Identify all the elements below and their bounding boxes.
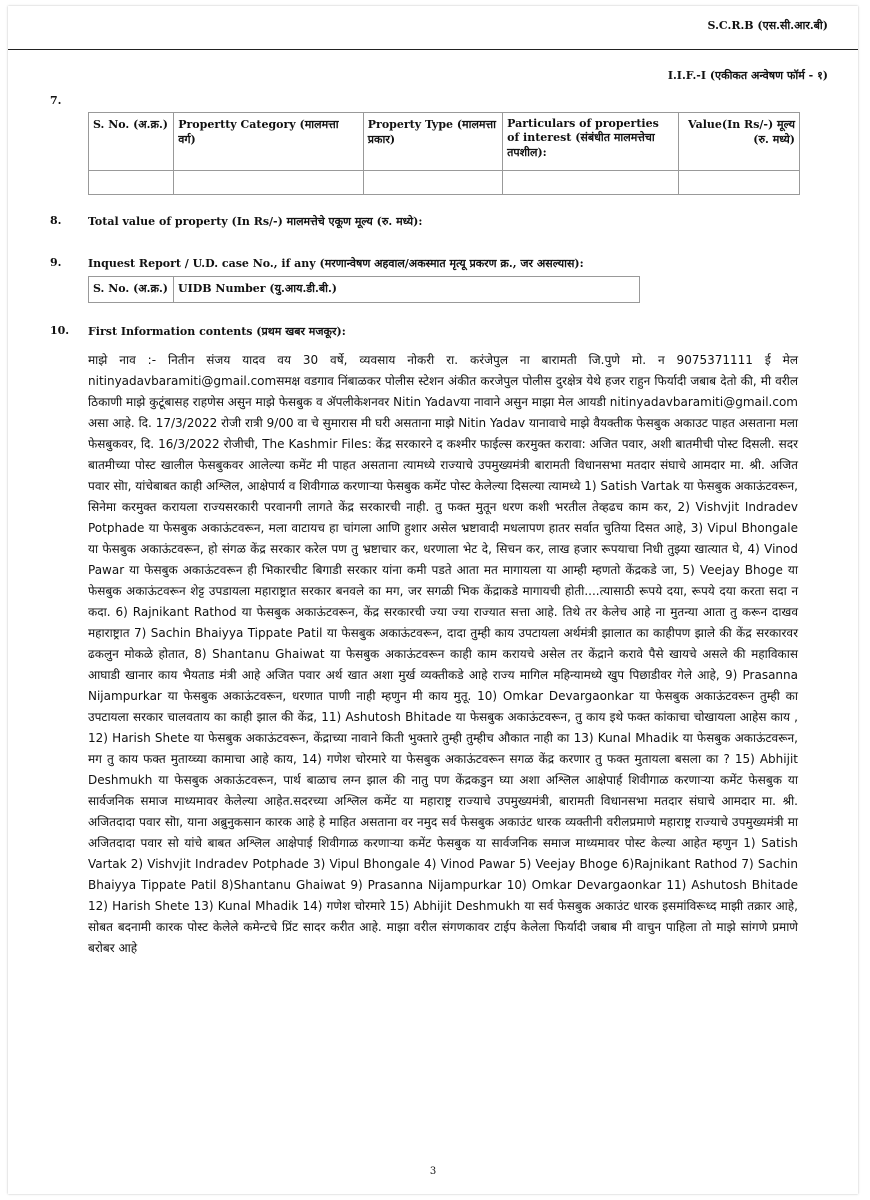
section-10-title: First Information contents (प्रथम खबर मजकूर): (88, 325, 346, 338)
col-sno: S. No. (अ.क्र.) (89, 113, 174, 171)
section-8-number: 8. (50, 214, 62, 227)
section-8-title: Total value of property (In Rs/-) मालमत्तेचे एकूण मूल्य (रु. मध्ये): (88, 215, 423, 228)
section-7-number: 7. (50, 94, 62, 107)
header-rule (8, 49, 858, 50)
section-9-title: Inquest Report / U.D. case No., if any (मरणान्वेषण अहवाल/अकस्मात मृत्यू प्रकरण क्र., जर असल्यास): (88, 257, 584, 270)
col-particulars: Particulars of properties of interest (संबंधीत मालमत्तेचा तपशील): (503, 113, 678, 171)
uidb-table (88, 276, 640, 303)
section-9-number: 9. (50, 256, 62, 269)
col-value: Value(In Rs/-) मूल्य (रु. मध्ये) (678, 113, 799, 171)
table-cell-empty (89, 171, 174, 195)
table-cell-empty (363, 171, 502, 195)
col-property-category: Propertty Category (मालमत्ता वर्ग) (174, 113, 364, 171)
scrb-header: S.C.R.B (एस.सी.आर.बी) (707, 19, 828, 32)
form-title: I.I.F.-I (एकीकत अन्वेषण फॉर्म - १) (667, 69, 828, 82)
col-property-type: Property Type (मालमत्ता प्रकार) (363, 113, 502, 171)
col-sno: S. No. (अ.क्र.) (89, 277, 174, 303)
section-10-number: 10. (50, 324, 70, 337)
table-cell-empty (678, 171, 799, 195)
document-page (8, 6, 858, 1194)
page-number: 3 (429, 1166, 437, 1177)
first-information-body: माझे नाव :- नितीन संजय यादव वय 30 वर्षे, व्यवसाय नोकरी रा. करंजेपुल ना बारामती जि.पुणे मो. न 9075371111 ई मेल nitinyadavbaramiti@gmail.comसमक्ष वडगाव निंबाळकर पोलीस स्टेशन अंकीत करजेपुल पोलीस दुरक्षेत्र येथे हजर राहुन फिर्यादी जबाब देतो की, मी वरील ठिकाणी माझे कुटूंबासह राहणेस असुन माझे फेसबुक व ॲपलीकेशनवर Nitin Yadavया नावाने असुन माझा मेल आयडी nitinyadavbaramiti@gmail.com असा आहे. दि. 17/3/2022 रोजी रात्री 9/00 वा चे सुमारास मी घरी असताना माझे Nitin Yadav यानावाचे माझे वैयक्तीक फेसबुक अकाउट पाहत असताना मला फेसबुकवर, दि. 16/3/2022 रोजीची, The Kashmir Files: केंद्र सरकारने द कश्मीर फाईल्स करमुक्त करावा: अजित पवार, अशी बातमीची पोस्ट दिसली. सदर बातमीच्या पोस्ट खालील फेसबुकवर आलेल्या कमेंट मी पाहत असताना त्यामध्ये राज्याचे उपमुख्यमंत्री बारामती विधानसभा मतदार संघाचे आमदार मा. श्री. अजित पवार सॊा, यांचेबाबत काही अश्लिल, आक्षेपार्य व शिवीगाळ करणाऱ्या फेसबुक कमेंट पोस्ट केलेल्या दिसल्या त्यामध्ये 1) Satish Vartak या फेसबुक अकाऊंटवरून, सिनेमा करमुक्त करायला राज्यसरकारी परवानगी लागते केंद्र सरकारची नाही. तु फक्त मुतून धरण कशी भरतील तेव्हढच काम कर, 2) Vishvjit Indradev Potphade या फेसबुक अकाऊंटवरून, मला वाटायच हा चांगला आणि हुशार असेल भ्रष्टावादी मधलापण हातर सर्वात चुतिया दिसत आहे, 3) Vipul Bhongale या फेसबुक अकाऊंटवरून, हो संगळ केंद्र सरकार करेल पण तु भ्रष्टाचार कर, धरणाला भेट दे, सिचन कर, लाख हजार रूपयाचा निधी तुझ्या खात्यात घे, 4) Vinod Pawar या फेसबुक अकाऊंटवरून ही भिकारचीट बिगाडी सरकार यांना कमी पडते आता मत मागायला या आम्ही म्हणतो केंद्रकडे जा, 5) Veejay Bhoge या फेसबुक अकाऊंटवरून शेट्ट उपडायला महाराष्ट्रात सरकार बनवले का मग, जर सगळी भिक केंद्राकडे मागायची होती....त्यासाठी रूपये दया, रूपये दया करता सदा न कदा. 6) Rajnikant Rathod या फेसबुक अकाऊंटवरून, केंद्र सरकारची ज्या ज्या राज्यात सत्ता आहे. तिथे तर केलेच आहे ना मुतन्या आता तु करून दाखव महाराष्ट्रात 7) Sachin Bhaiyya Tippate Patil या फेसबुक अकाऊंटवरून, दादा तुम्ही काय उपटायला अर्थमंत्री झालात का काहीपण झाले की केंद्र सरकारवर ढकलुन मोकळे होतात, 8) Shantanu Ghaiwat या फेसबुक अकाऊंटवरून काही काम करायचे असेल तर केंद्राने करावे पैसे खायचे असले की महाविकास आघाडी खानार काय भैयताड मंत्री आहे अजित पवार अर्थ खात अशा मुर्ख व्यक्तीकडे आहे राज्य मागिल महिन्यामध्ये खुप पिछाडीवर गेले आहे, 9) Prasanna Nijampurkar या फेसबुक अकाऊंटवरून, धरणात पाणी नाही म्हणुन मी काय मुतू. 10) Omkar Devargaonkar या फेसबुक अकाऊंटवरून तुम्ही का उपटायला सरकार चालवताय का काही झाल की केंद्र, 11) Ashutosh Bhitade या फेसबुक अकाऊंटवरून, तु काय इथे फक्त कांकाचा चोखायला आहेस काय , 12) Harish Shete या फेसबुक अकाऊंटवरून, केंद्राच्या नावाने किती भुक्तारे तुम्ही तुम्हीच औकात नाही का 13) Kunal Mhadik या फेसबुक अकाऊंटवरून, मग तु काय फक्त मुताय्च्या कामाचा आहे काय, 14) गणेश चोरमारे या फेसबुक अकाऊंटवरून सगळ केंद्र करणार तु फक्त मुतायला बसला का ? 15) Abhijit Deshmukh या फेसबुक अकाऊंटवरून, पार्थ बाळाच लग्न झाल की नातु पण केंद्रकडुन घ्या अशा अश्लिल आक्षेपार्ह शिवीगाळ करणाऱ्या कमेंट फेसबुक या सार्वजनिक समाज माध्यमावर केलेल्या आहेत.सदरच्या अश्लिल कमेंट या महाराष्ट्र राज्याचे उपमुख्यमंत्री, बारामती विधानसभा मतदार संघाचे आमदार मा. श्री. अजितदादा पवार सॊा, याना अब्रुनुकसान कारक आहे हे माहित असताना वर नमुद सर्व फेसबुक अकाउंट धारक व्यक्तीनी वरीलप्रमाणे महाराष्ट्र राज्याचे उपमुख्यमंत्री मा अजितदादा पवार सो यांचे बाबत अश्लिल आक्षेपाई शिवीगाळ करणाऱ्या कमेंट फेसबुक या सार्वजनिक समाज माध्यमावर पोस्ट केल्या आहेत म्हणुन 1) Satish Vartak 2) Vishvjit Indradev Potphade 3) Vipul Bhongale 4) Vinod Pawar 5) Veejay Bhoge 6)Rajnikant Rathod 7) Sachin Bhaiyya Tippate Patil 8)Shantanu Ghaiwat 9) Prasanna Nijampurkar 10) Omkar Devargaonkar 11) Ashutosh Bhitade 12) Harish Shete 13) Kunal Mhadik 14) गणेश चोरमारे 15) Abhijit Deshmukh या सर्व फेसबुक अकाउंट धारक इसमांविरूध्द माझी तक्रार आहे, सोबत बदनामी कारक पोस्ट केलेले कमेन्टचे प्रिंट सादर करीत आहे. माझा वरील संगणकावर टाईप केलेला फिर्यादी जबाब मी वाचुन पाहिला तो माझे सांगणे प्रमाणे बरोबर आहे (88, 353, 798, 955)
property-table (88, 112, 800, 195)
table-cell-empty (174, 171, 364, 195)
table-cell-empty (503, 171, 678, 195)
col-uidb-number: UIDB Number (यु.आय.डी.बी.) (174, 277, 640, 303)
